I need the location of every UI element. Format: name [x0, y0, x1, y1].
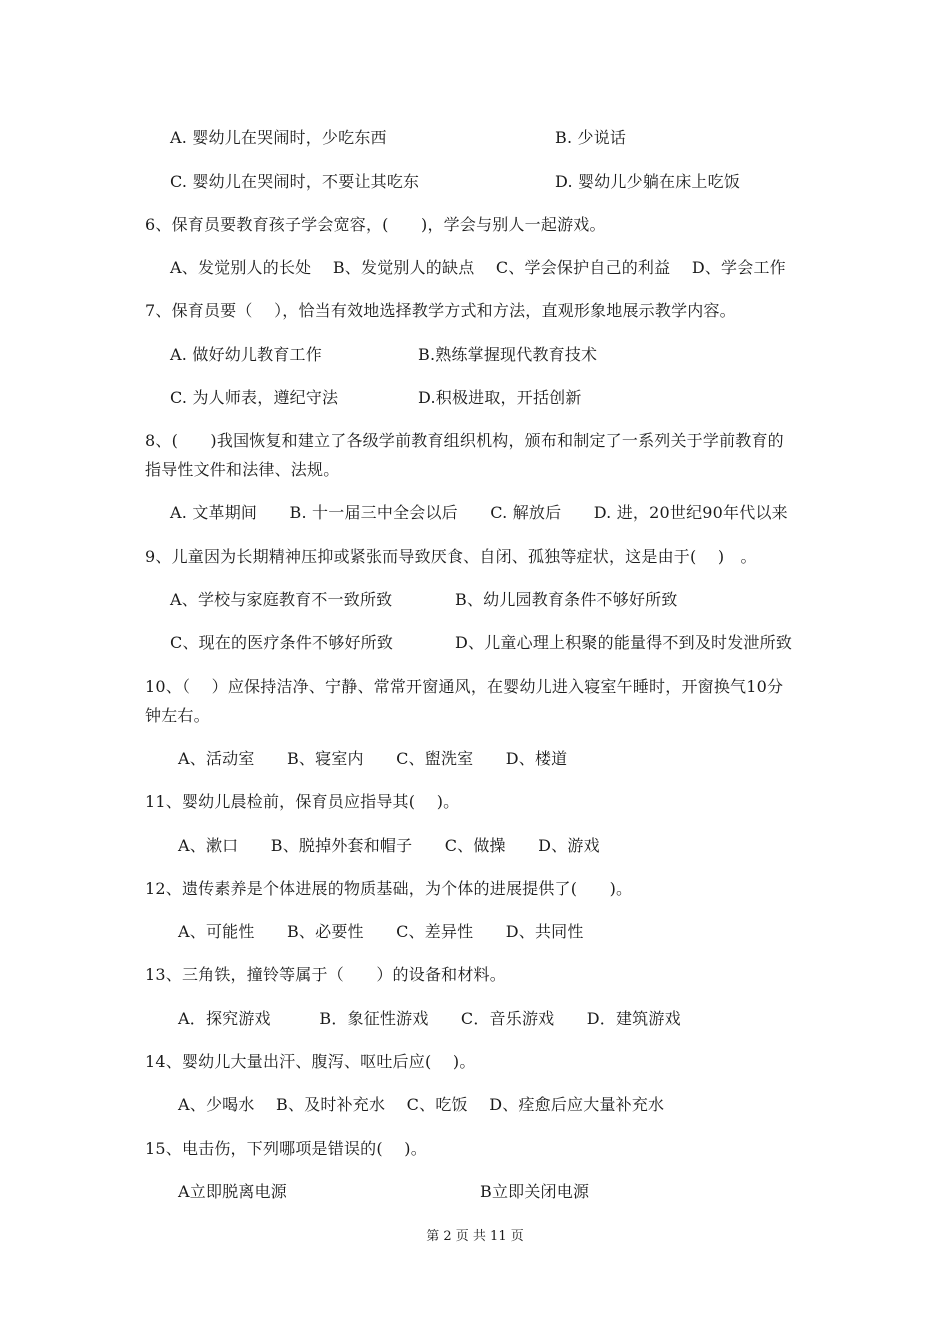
- q7-option-b: B.熟练掌握现代教育技术: [418, 345, 598, 364]
- q15-stem: 15、电击伤，下列哪项是错误的( )。: [145, 1139, 427, 1158]
- q12-stem: 12、遗传素养是个体进展的物质基础，为个体的进展提供了( )。: [145, 879, 633, 898]
- q10-stem-line2: 钟左右。: [145, 706, 210, 725]
- q7-option-d: D.积极进取，开括创新: [418, 388, 582, 407]
- q7-option-a: A. 做好幼儿教育工作: [170, 345, 322, 364]
- q6-options: A、发觉别人的长处 B、发觉别人的缺点 C、学会保护自己的利益 D、学会工作: [170, 258, 786, 277]
- q12-options: A、可能性 B、必要性 C、差异性 D、共同性: [178, 922, 584, 941]
- q8-stem-line1: 8、( )我国恢复和建立了各级学前教育组织机构，颁布和制定了一系列关于学前教育的: [145, 431, 784, 450]
- q9-stem: 9、儿童因为长期精神压抑或紧张而导致厌食、自闭、孤独等症状，这是由于( ) 。: [145, 547, 757, 566]
- q15-option-b: B立即关闭电源: [480, 1182, 590, 1201]
- q14-options: A、少喝水 B、及时补充水 C、吃饭 D、痊愈后应大量补充水: [178, 1095, 665, 1114]
- q8-options: A. 文革期间 B. 十一届三中全会以后 C. 解放后 D. 进，20世纪90年代以来: [170, 503, 788, 522]
- q13-options: A．探究游戏 B．象征性游戏 C．音乐游戏 D．建筑游戏: [178, 1009, 681, 1028]
- q7-stem: 7、保育员要（ ），恰当有效地选择教学方式和方法，直观形象地展示教学内容。: [145, 301, 736, 320]
- q9-option-b: B、幼儿园教育条件不够好所致: [455, 590, 678, 609]
- q8-stem-line2: 指导性文件和法律、法规。: [145, 460, 340, 479]
- q5-option-b: B. 少说话: [555, 128, 627, 147]
- q10-options: A、活动室 B、寝室内 C、盥洗室 D、楼道: [178, 749, 568, 768]
- q14-stem: 14、婴幼儿大量出汗、腹泻、呕吐后应( )。: [145, 1052, 476, 1071]
- q5-option-c: C. 婴幼儿在哭闹时，不要让其吃东: [170, 172, 420, 191]
- q9-option-c: C、现在的医疗条件不够好所致: [170, 633, 394, 652]
- q9-option-a: A、学校与家庭教育不一致所致: [170, 590, 393, 609]
- q7-option-c: C. 为人师表，遵纪守法: [170, 388, 339, 407]
- q13-stem: 13、三角铁，撞铃等属于（ ）的设备和材料。: [145, 965, 506, 984]
- q6-stem: 6、保育员要教育孩子学会宽容，( )，学会与别人一起游戏。: [145, 215, 606, 234]
- q15-option-a: A立即脱离电源: [178, 1182, 287, 1201]
- q11-stem: 11、婴幼儿晨检前，保育员应指导其( )。: [145, 792, 460, 811]
- q10-stem-line1: 10、（ ）应保持洁净、宁静、常常开窗通风，在婴幼儿进入寝室午睡时，开窗换气10分: [145, 677, 784, 696]
- page-number: 第 2 页 共 11 页: [426, 1229, 524, 1244]
- q9-option-d: D、儿童心理上积聚的能量得不到及时发泄所致: [455, 633, 793, 652]
- q11-options: A、漱口 B、脱掉外套和帽子 C、做操 D、游戏: [178, 836, 600, 855]
- q5-option-a: A. 婴幼儿在哭闹时，少吃东西: [170, 128, 387, 147]
- q5-option-d: D. 婴幼儿少躺在床上吃饭: [555, 172, 741, 191]
